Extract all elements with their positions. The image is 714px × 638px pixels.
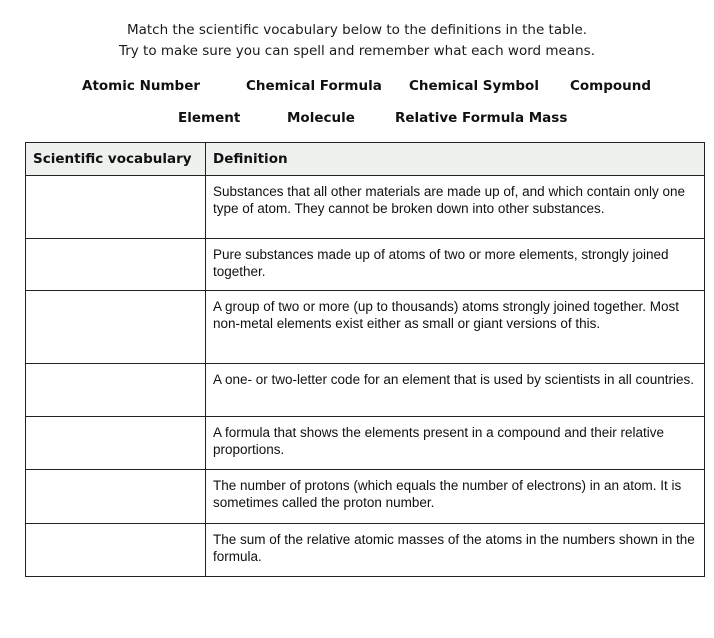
instructions-line-2: Try to make sure you can spell and remember what each word means. <box>118 43 596 59</box>
vocabulary-answer-cell[interactable] <box>26 417 206 470</box>
instructions <box>0 20 714 62</box>
vocabulary-table <box>25 142 705 577</box>
word-chemical-symbol: Chemical Symbol <box>409 78 539 94</box>
word-chemical-formula: Chemical Formula <box>246 78 382 94</box>
definition-cell: A formula that shows the elements present in a compound and their relative proportions. <box>206 417 705 470</box>
vocabulary-answer-cell[interactable] <box>26 524 206 577</box>
definition-cell: The number of protons (which equals the number of electrons) in an atom. It is sometimes called the proton number. <box>206 470 705 524</box>
instructions-line-1: Match the scientific vocabulary below to the definitions in the table. <box>126 22 588 38</box>
table-header-row <box>26 143 705 176</box>
table-row <box>26 176 705 239</box>
table-row <box>26 291 705 364</box>
word-molecule: Molecule <box>287 110 355 126</box>
vocabulary-answer-cell[interactable] <box>26 176 206 239</box>
word-element: Element <box>178 110 241 126</box>
word-compound: Compound <box>570 78 652 94</box>
word-relative-formula-mass: Relative Formula Mass <box>395 110 568 126</box>
table-row <box>26 524 705 577</box>
word-atomic-number: Atomic Number <box>82 78 201 94</box>
definition-cell: A one- or two-letter code for an element that is used by scientists in all countries. <box>206 364 705 417</box>
header-definition: Definition <box>206 143 705 176</box>
definition-cell: Substances that all other materials are made up of, and which contain only one type of atom. They cannot be broken down into other substances. <box>206 176 705 239</box>
header-scientific-vocabulary: Scientific vocabulary <box>26 143 206 176</box>
table-row <box>26 470 705 524</box>
definition-cell: Pure substances made up of atoms of two or more elements, strongly joined together. <box>206 239 705 291</box>
vocabulary-answer-cell[interactable] <box>26 470 206 524</box>
table-row <box>26 417 705 470</box>
table-row <box>26 364 705 417</box>
table-row <box>26 239 705 291</box>
definition-cell: The sum of the relative atomic masses of the atoms in the numbers shown in the formula. <box>206 524 705 577</box>
definition-cell: A group of two or more (up to thousands) atoms strongly joined together. Most non-metal elements exist either as small or giant versions of this. <box>206 291 705 364</box>
vocabulary-answer-cell[interactable] <box>26 239 206 291</box>
vocabulary-answer-cell[interactable] <box>26 291 206 364</box>
vocabulary-answer-cell[interactable] <box>26 364 206 417</box>
